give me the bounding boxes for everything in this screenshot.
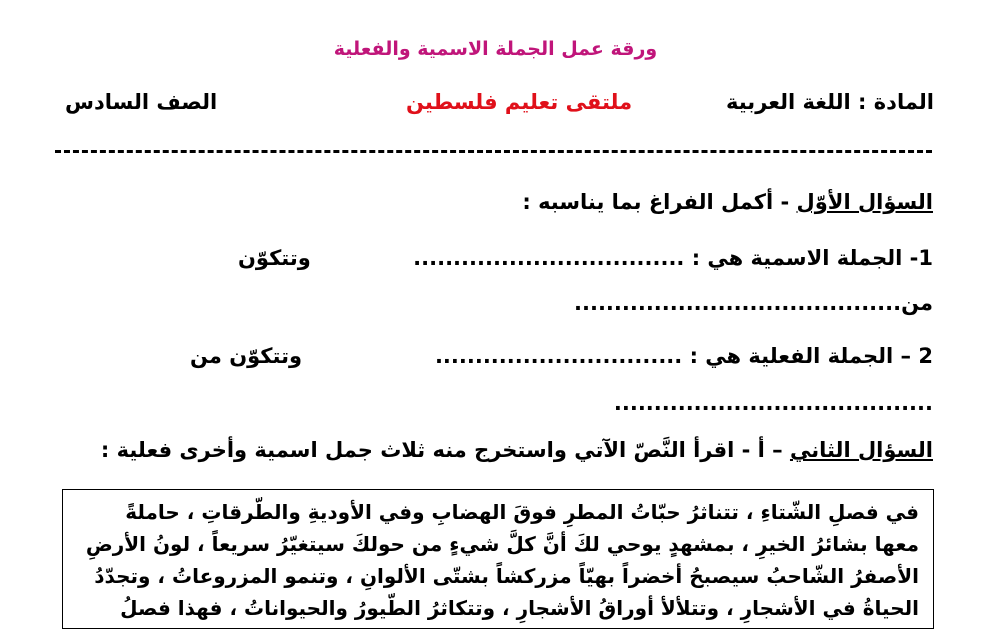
passage-line: معها بشائرُ الخيرِ ، بمشهدٍ يوحي لكَ أنَّ كلَّ شيءٍ من حولكَ سيتغيّرُ سريعاً ، لونُ الأرضِ [85,532,919,556]
question-1-item-1-continuation: من......................................... [574,291,933,315]
question-1-item-1: 1- الجملة الاسمية هي : .................................. [413,246,933,270]
subject-label: المادة : اللغة العربية [726,90,934,114]
question-2-label: السؤال الثاني [789,438,933,462]
header-divider [55,150,932,153]
passage-line: الحياةُ في الأشجارِ ، وتتلألأ أوراقُ الأشجارِ ، وتتكاثرُ الطّيورُ والحيواناتُ ، فهذا فصلُ [120,596,919,620]
passage-line: في فصلِ الشّتاءِ ، تتناثرُ حبّاتُ المطرِ فوقَ الهضابِ وفي الأوديةِ والطّرقاتِ ، حاملةً [125,500,919,524]
question-1-instruction: - أكمل الفراغ بما يناسبه : [522,190,797,214]
reading-passage-box [62,489,934,629]
question-2-heading [101,438,933,462]
grade-label: الصف السادس [65,90,218,114]
passage-line: الأصفرُ الشّاحبُ سيصبحُ أخضراً بهيّاً مزركشاً بشتّى الألوانِ ، وتنمو المزروعاتُ ، وتجدّدُ [94,564,919,588]
question-1-item-2-end: وتتكوّن من [190,344,303,368]
question-1-item-2: 2 – الجملة الفعلية هي : ............................... [434,344,933,368]
question-2-instruction: – أ - اقرأ النَّصّ الآتي واستخرج منه ثلاث جمل اسمية وأخرى فعلية : [100,438,790,462]
worksheet-title: ورقة عمل الجملة الاسمية والفعلية [333,38,658,60]
question-1-item-1-end: وتتكوّن [238,246,311,270]
question-1-item-2-continuation: ........................................ [613,391,933,415]
forum-name: ملتقى تعليم فلسطين [406,90,633,114]
question-1-label: السؤال الأوّل [796,190,933,214]
question-1-heading [522,190,933,214]
